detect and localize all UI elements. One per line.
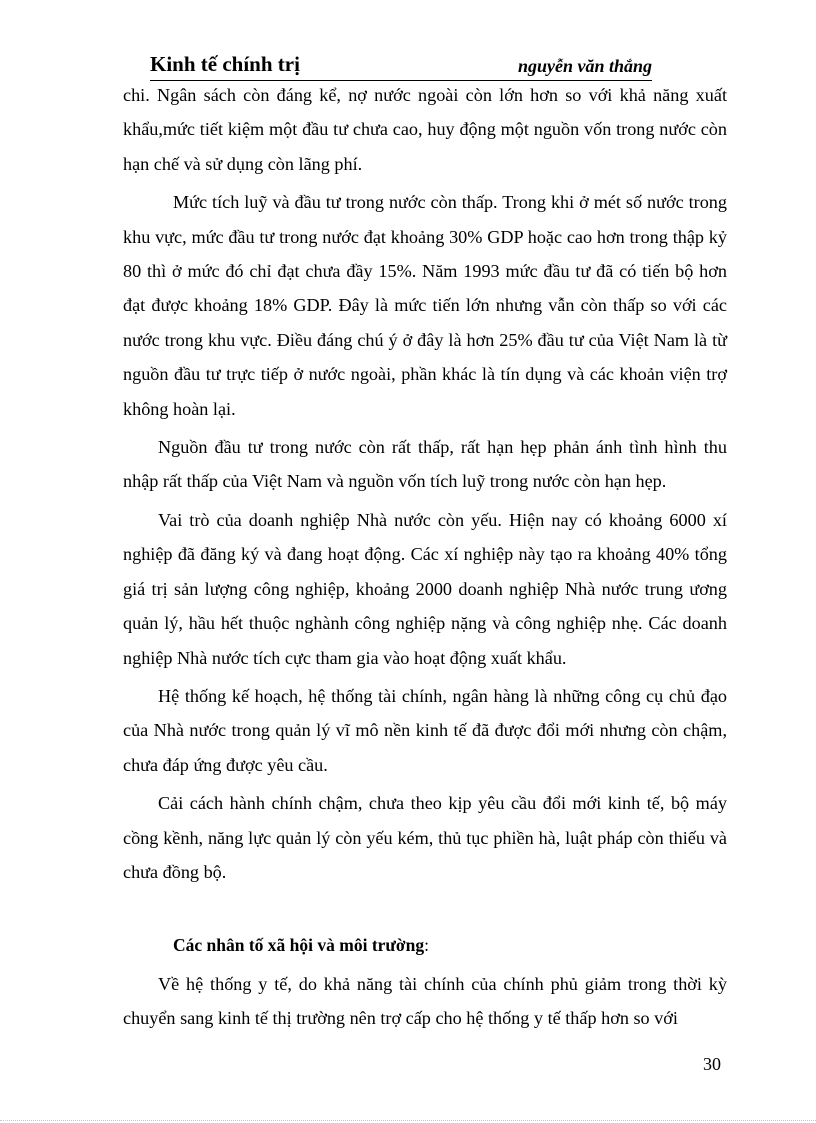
page-number: 30 (703, 1054, 721, 1074)
page-header (150, 52, 652, 81)
paragraph-accumulation: Mức tích luỹ và đầu tư trong nước còn thấp. Trong khi ở mét số nước trong khu vực, mức đầu tư trong nước đạt khoảng 30% GDP hoặc cao hơn trong thập kỷ 80 thì ở mức đó chỉ đạt chưa đầy 15%. Năm 1993 mức đầu tư đã có tiến bộ hơn đạt được khoảng 18% GDP. Đây là mức tiến lớn nhưng vẫn còn thấp so với các nước trong khu vực. Điều đáng chú ý ở đây là hơn 25% đầu tư của Việt Nam là từ nguồn đầu tư trực tiếp ở nước ngoài, phần khác là tín dụng và các khoản viện trợ không hoàn lại. (123, 192, 727, 419)
paragraph-health-system: Về hệ thống y tế, do khả năng tài chính của chính phủ giảm trong thời kỳ chuyển sang kinh tế thị trường nên trợ cấp cho hệ thống y tế thấp hơn so với (123, 973, 727, 1029)
section-heading-text: Các nhân tố xã hội và môi trường (173, 935, 425, 956)
header-author: nguyễn văn thắng (517, 56, 652, 76)
paragraph-planning-system: Hệ thống kế hoạch, hệ thống tài chính, ngân hàng là những công cụ chủ đạo của Nhà nước trong quản lý vĩ mô nền kinh tế đã được đổi mới nhưng còn chậm, chưa đáp ứng được yêu cầu. (123, 685, 727, 775)
paragraph-continuation: chi. Ngân sách còn đáng kể, nợ nước ngoài còn lớn hơn so với khả năng xuất khẩu,mức tiết kiệm một đầu tư chưa cao, huy động một nguồn vốn trong nước còn hạn chế và sử dụng còn lãng phí. (123, 85, 727, 174)
paragraph-domestic-investment: Nguồn đầu tư trong nước còn rất thấp, rất hạn hẹp phản ánh tình hình thu nhập rất thấp của Việt Nam và nguồn vốn tích luỹ trong nước còn hạn hẹp. (123, 437, 727, 492)
section-heading-colon: : (424, 935, 429, 956)
paragraph-administrative-reform: Cải cách hành chính chậm, chưa theo kịp yêu cầu đổi mới kinh tế, bộ máy cồng kềnh, năng lực quản lý còn yếu kém, thủ tục phiền hà, luật pháp còn thiếu và chưa đồng bộ. (123, 793, 727, 882)
document-body (123, 78, 727, 1036)
page-bottom-divider (0, 1120, 816, 1121)
paragraph-state-enterprises: Vai trò của doanh nghiệp Nhà nước còn yếu. Hiện nay có khoảng 6000 xí nghiệp đã đăng ký và đang hoạt động. Các xí nghiệp này tạo ra khoảng 40% tổng giá trị sản lượng công nghiệp, khoảng 2000 doanh nghiệp Nhà nước trung ương quản lý, hầu hết thuộc nghành công nghiệp nặng và công nghiệp nhẹ. Các doanh nghiệp Nhà nước tích cực tham gia vào hoạt động xuất khẩu. (123, 509, 727, 668)
header-title: Kinh tế chính trị (150, 52, 300, 76)
section-heading (123, 928, 727, 962)
